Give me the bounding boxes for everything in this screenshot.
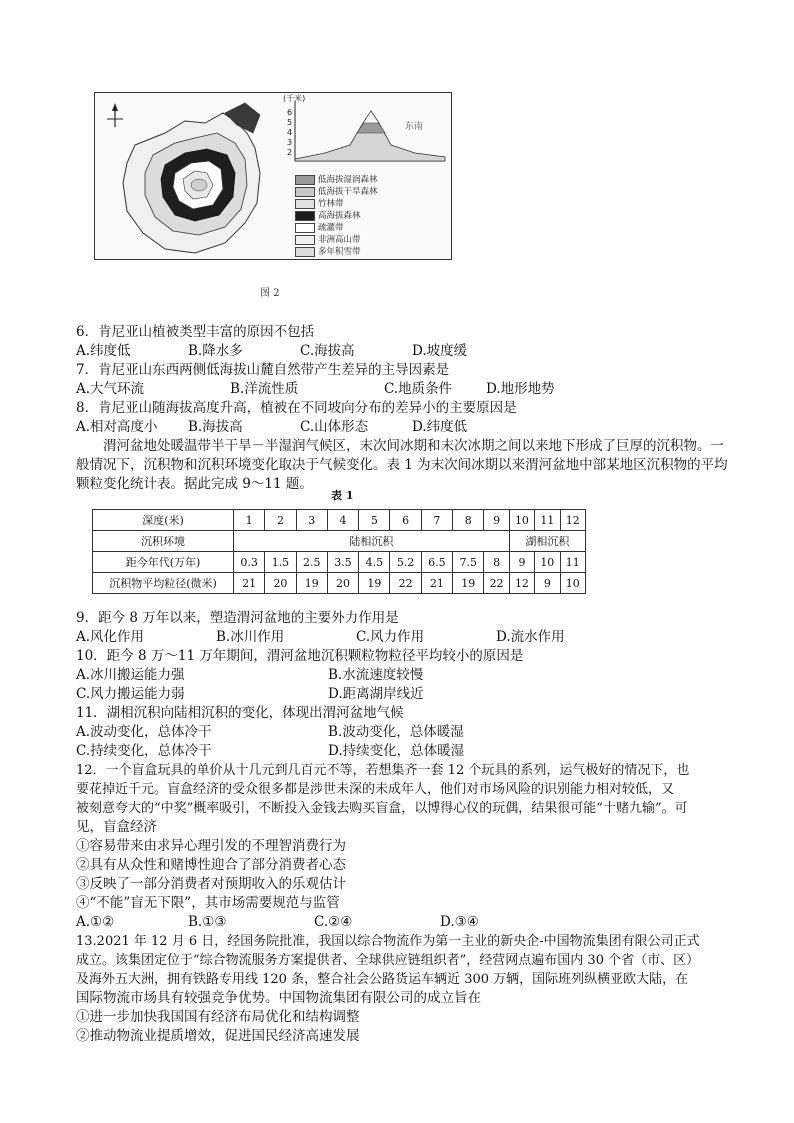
question-stem: 7．肯尼亚山东西两侧低海拔山麓自然带产生差异的主导因素是 xyxy=(76,362,450,378)
q12-item: ④“不能”盲无下限”，其市场需要规范与监管 xyxy=(76,895,340,911)
q13-item: ①进一步加快我国国有经济布局优化和结构调整 xyxy=(76,1009,360,1025)
option-c: C.持续变化，总体冷干 xyxy=(76,743,212,759)
option-d: D.坡度缓 xyxy=(412,343,468,359)
question-options xyxy=(76,685,736,704)
y-tick: 2 xyxy=(287,148,293,157)
option-c: C.风力搬运能力弱 xyxy=(76,686,185,702)
option-a: A.纬度低 xyxy=(76,343,131,359)
y-tick: 6 xyxy=(287,108,293,117)
option-b: B.水流速度较慢 xyxy=(328,667,424,683)
option-a: A.相对高度小 xyxy=(76,419,158,435)
question-options xyxy=(76,913,736,932)
row-label: 沉积环境 xyxy=(93,531,234,552)
option-c: C.山体形态 xyxy=(300,419,369,435)
q13-line: 及海外五大洲，拥有铁路专用线 120 条，整合社会公路货运车辆近 300 万辆，国际班列纵横亚欧大陆，在 xyxy=(76,972,689,987)
legend-item: 高海拔森林 xyxy=(295,209,361,221)
question-options xyxy=(76,666,736,685)
legend-item: 低海拔干旱森林 xyxy=(295,185,378,197)
question-stem: 9．距今 8 万年以来，塑造渭河盆地的主要外力作用是 xyxy=(76,610,399,626)
option-b: B.洋流性质 xyxy=(230,381,299,397)
questions-6-8 xyxy=(76,323,736,494)
sediment-table xyxy=(92,509,586,594)
option-b: B.冰川作用 xyxy=(216,629,285,645)
option-a: A.波动变化，总体冷干 xyxy=(76,724,212,740)
q12-line: 见，盲盒经济 xyxy=(76,819,157,835)
option-a: A.冰川搬运能力强 xyxy=(76,667,185,683)
question-options xyxy=(76,742,736,761)
option-c: C.地质条件 xyxy=(384,381,453,397)
q13-line: 成立。该集团定位于“综合物流服务方案提供者、全球供应链组织者”，经营网点遍布国内 30 个省（市、区） xyxy=(76,953,700,968)
q12-item: ①容易带来由求异心理引发的不理智消费行为 xyxy=(76,838,346,854)
env-lake: 湖相沉积 xyxy=(509,531,585,552)
option-b: B.降水多 xyxy=(188,343,243,359)
y-tick: 3 xyxy=(287,138,293,147)
passage-weihe: 渭河盆地处暖温带半干旱－半湿润气候区，末次间冰期和末次冰期之间以来地下形成了巨厚的沉积物。一般情况下，沉积物和沉积环境变化取决于气候变化。表 1 为末次间冰期以来渭河盆地中部某地区沉积物的平均颗粒变化统计表。据此完成 9～11 题。 xyxy=(76,438,728,492)
option-b: B.①③ xyxy=(188,914,227,930)
row-label: 沉积物平均粒径(微米) xyxy=(93,573,234,594)
q12-line: 被刻意夸大的“中奖”概率吸引，不断投入金钱去购买盲盒，以博得心仪的玩偶，结果很可能“十赌九输”。可 xyxy=(76,801,688,816)
option-b: B.波动变化，总体暖湿 xyxy=(328,724,464,740)
option-d: D.纬度低 xyxy=(412,419,468,435)
option-b: B.海拔高 xyxy=(188,419,243,435)
option-a: A.①② xyxy=(76,914,115,930)
question-options xyxy=(76,342,736,361)
q13-item: ②推动物流业提质增效，促进国民经济高速发展 xyxy=(76,1028,360,1044)
question-stem: 10．距今 8 万～11 万年期间，渭河盆地沉积颗粒物粒径平均较小的原因是 xyxy=(76,648,524,664)
question-stem: 8．肯尼亚山随海拔高度升高，植被在不同坡向分布的差异小的主要原因是 xyxy=(76,400,517,416)
q12-line: 12．一个盲盒玩具的单价从十几元到几百元不等，若想集齐一套 12 个玩具的系列，运气极好的情况下，也 xyxy=(76,763,690,778)
legend-item: 竹林带 xyxy=(295,197,344,209)
option-c: C.②④ xyxy=(314,914,353,930)
row-label: 距今年代(万年) xyxy=(93,552,234,573)
q12-line: 要花掉近千元。盲盒经济的受众很多都是涉世未深的未成年人，他们对市场风险的识别能力相对较低，又 xyxy=(76,782,675,797)
option-d: D.持续变化，总体暖湿 xyxy=(328,743,465,759)
legend-item: 多年积雪带 xyxy=(295,245,361,257)
table-title: 表 1 xyxy=(331,489,354,502)
direction-label: 东南 xyxy=(405,122,424,132)
q12-item: ②具有从众性和赌博性迎合了部分消费者心态 xyxy=(76,857,346,873)
option-d: D.流水作用 xyxy=(496,629,565,645)
option-a: A.大气环流 xyxy=(76,381,145,397)
table-row: 深度(米) 1 2 3 4 5 6 7 8 9 10 11 12 xyxy=(93,510,586,531)
question-stem: 11．湖相沉积向陆相沉积的变化，体现出渭河盆地气候 xyxy=(76,705,404,721)
table-row xyxy=(93,531,586,552)
legend-item: 低海拔湿润森林 xyxy=(295,173,378,185)
option-d: D.距离湖岸线近 xyxy=(328,686,424,702)
y-unit: (千米) xyxy=(283,94,306,103)
figure-2 xyxy=(94,92,452,260)
env-land: 陆相沉积 xyxy=(234,531,510,552)
question-options xyxy=(76,723,736,742)
question-options xyxy=(76,380,736,399)
option-c: C.风力作用 xyxy=(356,629,425,645)
legend-item: 非洲高山带 xyxy=(295,233,361,245)
table-row: 距今年代(万年) 0.3 1.5 2.5 3.5 4.5 5.2 6.5 7.5 8 9 10 11 xyxy=(93,552,586,573)
q13-line: 13.2021 年 12 月 6 日，经国务院批准，我国以综合物流作为第一主业的新央企-中国物流集团有限公司正式 xyxy=(76,934,700,949)
option-d: D.地形地势 xyxy=(486,381,555,397)
q12-item: ③反映了一部分消费者对预期收入的乐观估计 xyxy=(76,876,346,892)
q13-line: 国际物流市场具有较强竞争优势。中国物流集团有限公司的成立旨在 xyxy=(76,990,481,1006)
questions-9-11 xyxy=(76,609,736,1046)
question-stem: 6．肯尼亚山植被类型丰富的原因不包括 xyxy=(76,324,315,340)
kenya-mountain-map xyxy=(95,93,451,259)
legend-item: 疏灌带 xyxy=(295,221,344,233)
y-tick: 5 xyxy=(287,118,293,127)
snow-zone xyxy=(191,179,207,191)
option-d: D.③④ xyxy=(440,914,479,930)
option-a: A.风化作用 xyxy=(76,629,145,645)
row-label: 深度(米) xyxy=(93,510,234,531)
y-tick: 4 xyxy=(287,128,293,137)
table-row: 沉积物平均粒径(微米) 21 20 19 20 19 22 21 19 22 12 9 10 xyxy=(93,573,586,594)
question-options xyxy=(76,628,736,647)
figure-caption: 图 2 xyxy=(260,288,280,299)
question-options xyxy=(76,418,736,437)
option-c: C.海拔高 xyxy=(300,343,355,359)
